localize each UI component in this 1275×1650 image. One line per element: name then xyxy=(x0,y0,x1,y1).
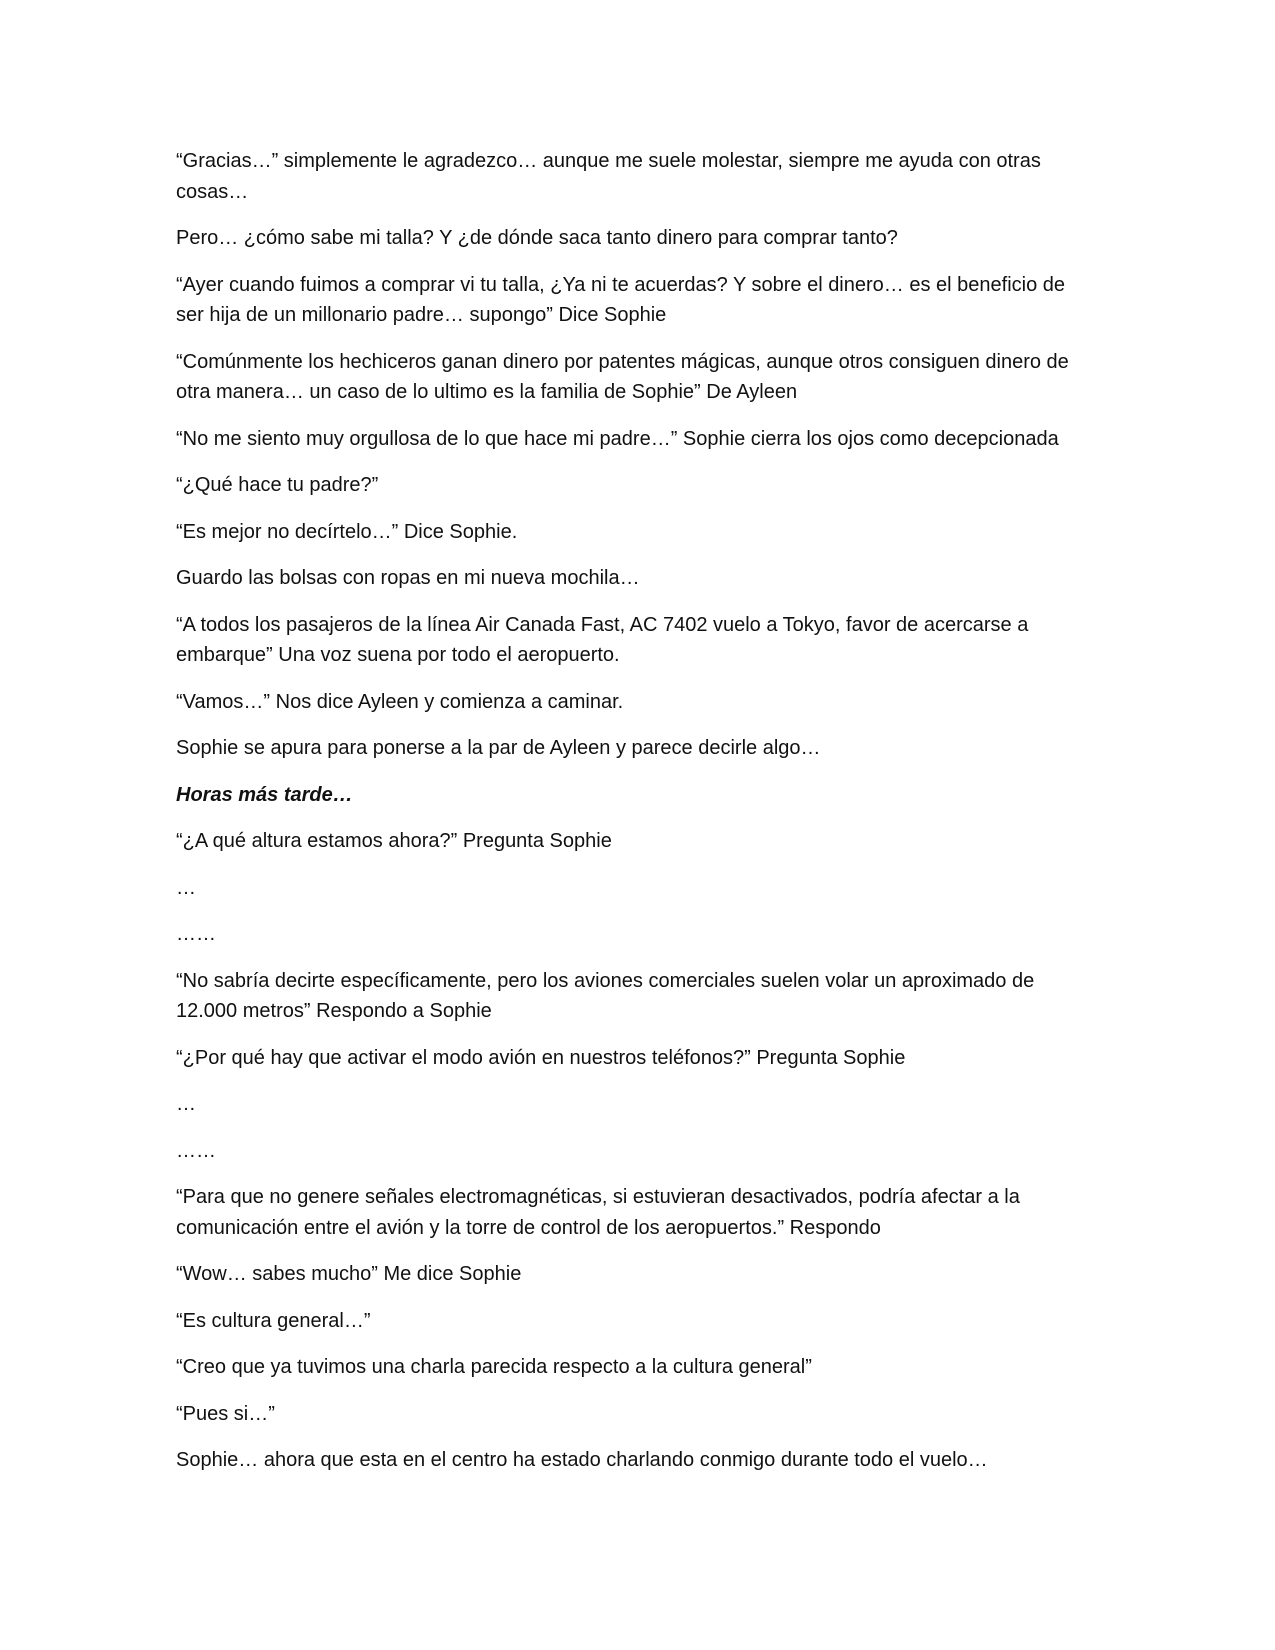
paragraph: “A todos los pasajeros de la línea Air Canada Fast, AC 7402 vuelo a Tokyo, favor de acercarse a embarque” Una voz suena por todo el aeropuerto. xyxy=(176,613,1029,666)
paragraph: Sophie… ahora que esta en el centro ha estado charlando conmigo durante todo el vuelo… xyxy=(176,1449,988,1471)
paragraph: “Ayer cuando fuimos a comprar vi tu talla, ¿Ya ni te acuerdas? Y sobre el dinero… es el beneficio de ser hija de un millonario padre… supongo” Dice Sophie xyxy=(176,273,1066,326)
paragraph: Sophie se apura para ponerse a la par de Ayleen y parece decirle algo… xyxy=(176,737,821,759)
paragraph: “Es cultura general…” xyxy=(176,1309,371,1332)
paragraph: “Vamos…” Nos dice Ayleen y comienza a caminar. xyxy=(176,690,624,713)
paragraph: …… xyxy=(176,923,216,945)
paragraph: …… xyxy=(176,1139,216,1162)
paragraph: … xyxy=(176,1093,196,1115)
paragraph: … xyxy=(176,876,196,899)
paragraph: “No me siento muy orgullosa de lo que hace mi padre…” Sophie cierra los ojos como decepcionada xyxy=(176,427,1059,450)
paragraph: “¿A qué altura estamos ahora?” Pregunta Sophie xyxy=(176,830,612,852)
paragraph: “Comúnmente los hechiceros ganan dinero por patentes mágicas, aunque otros consiguen dinero de otra manera… un caso de lo ultimo es la familia de Sophie” De Ayleen xyxy=(176,350,1069,403)
document-page xyxy=(176,146,1096,1492)
paragraph: “Para que no genere señales electromagnéticas, si estuvieran desactivados, podría afectar a la comunicación entre el avión y la torre de control de los aeropuertos.” Respondo xyxy=(176,1186,1020,1239)
paragraph: “Pues si…” xyxy=(176,1402,275,1425)
paragraph: “Es mejor no decírtelo…” Dice Sophie. xyxy=(176,520,518,543)
paragraph: “No sabría decirte específicamente, pero los aviones comerciales suelen volar un aproximado de 12.000 metros” Respondo a Sophie xyxy=(176,969,1035,1022)
paragraph: “Creo que ya tuvimos una charla parecida respecto a la cultura general” xyxy=(176,1356,812,1378)
paragraph: “Gracias…” simplemente le agradezco… aunque me suele molestar, siempre me ayuda con otras cosas… xyxy=(176,150,1041,203)
paragraph: Pero… ¿cómo sabe mi talla? Y ¿de dónde saca tanto dinero para comprar tanto? xyxy=(176,227,898,249)
paragraph: Guardo las bolsas con ropas en mi nueva mochila… xyxy=(176,567,640,589)
paragraph: “¿Qué hace tu padre?” xyxy=(176,474,379,496)
paragraph: “Wow… sabes mucho” Me dice Sophie xyxy=(176,1263,522,1285)
section-heading: Horas más tarde… xyxy=(176,783,353,806)
paragraph: “¿Por qué hay que activar el modo avión en nuestros teléfonos?” Pregunta Sophie xyxy=(176,1046,906,1069)
